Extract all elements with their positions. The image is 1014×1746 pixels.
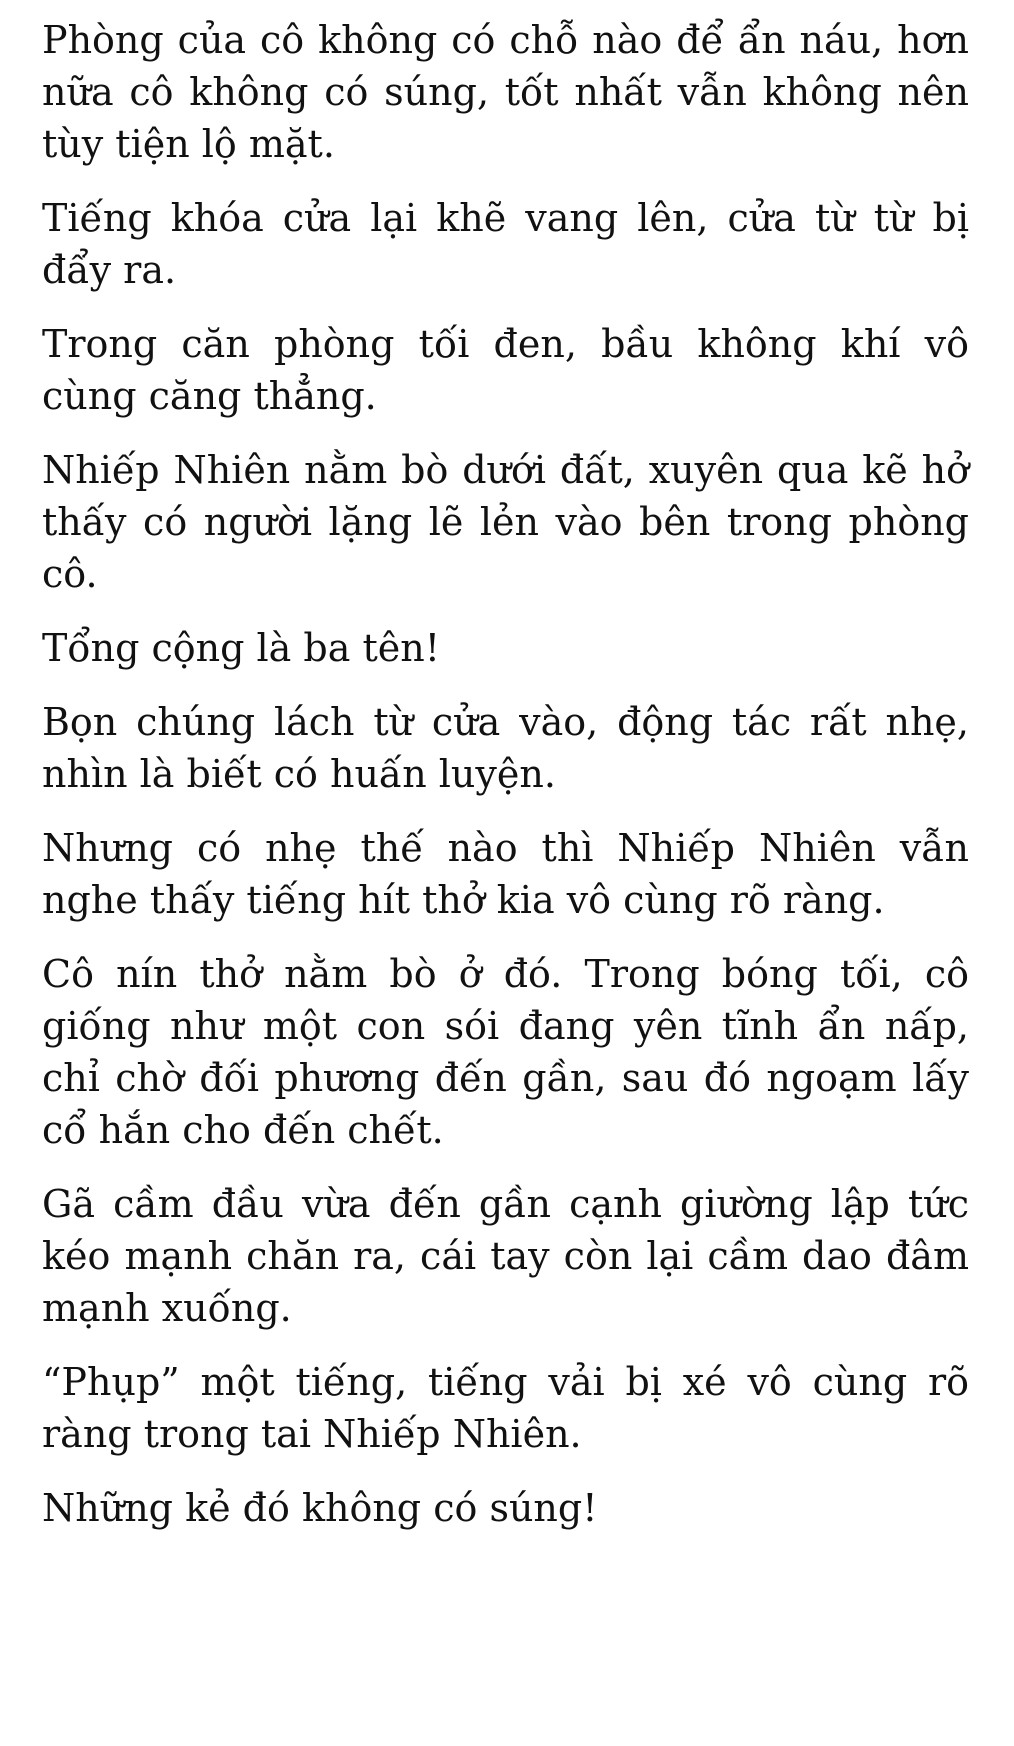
paragraph: Những kẻ đó không có súng! — [42, 1486, 598, 1530]
paragraph: Nhưng có nhẹ thế nào thì Nhiếp Nhiên vẫn nghe thấy tiếng hít thở kia vô cùng rõ ràng. — [42, 826, 969, 922]
paragraph: Tổng cộng là ba tên! — [42, 626, 440, 670]
paragraph: Cô nín thở nằm bò ở đó. Trong bóng tối, cô giống như một con sói đang yên tĩnh ẩn nấp, chỉ chờ đối phương đến gần, sau đó ngoạm lấy cổ hắn cho đến chết. — [42, 952, 969, 1152]
paragraph: Trong căn phòng tối đen, bầu không khí vô cùng căng thẳng. — [42, 322, 969, 418]
paragraph: Bọn chúng lách từ cửa vào, động tác rất nhẹ, nhìn là biết có huấn luyện. — [42, 700, 969, 796]
paragraph: Nhiếp Nhiên nằm bò dưới đất, xuyên qua kẽ hở thấy có người lặng lẽ lẻn vào bên trong phòng cô. — [42, 448, 969, 596]
paragraph: Gã cầm đầu vừa đến gần cạnh giường lập tức kéo mạnh chăn ra, cái tay còn lại cầm dao đâm mạnh xuống. — [42, 1182, 969, 1330]
story-text — [42, 14, 969, 1534]
paragraph: “Phụp” một tiếng, tiếng vải bị xé vô cùng rõ ràng trong tai Nhiếp Nhiên. — [42, 1360, 969, 1456]
paragraph: Phòng của cô không có chỗ nào để ẩn náu, hơn nữa cô không có súng, tốt nhất vẫn không nên tùy tiện lộ mặt. — [42, 18, 969, 166]
paragraph: Tiếng khóa cửa lại khẽ vang lên, cửa từ từ bị đẩy ra. — [42, 196, 969, 292]
